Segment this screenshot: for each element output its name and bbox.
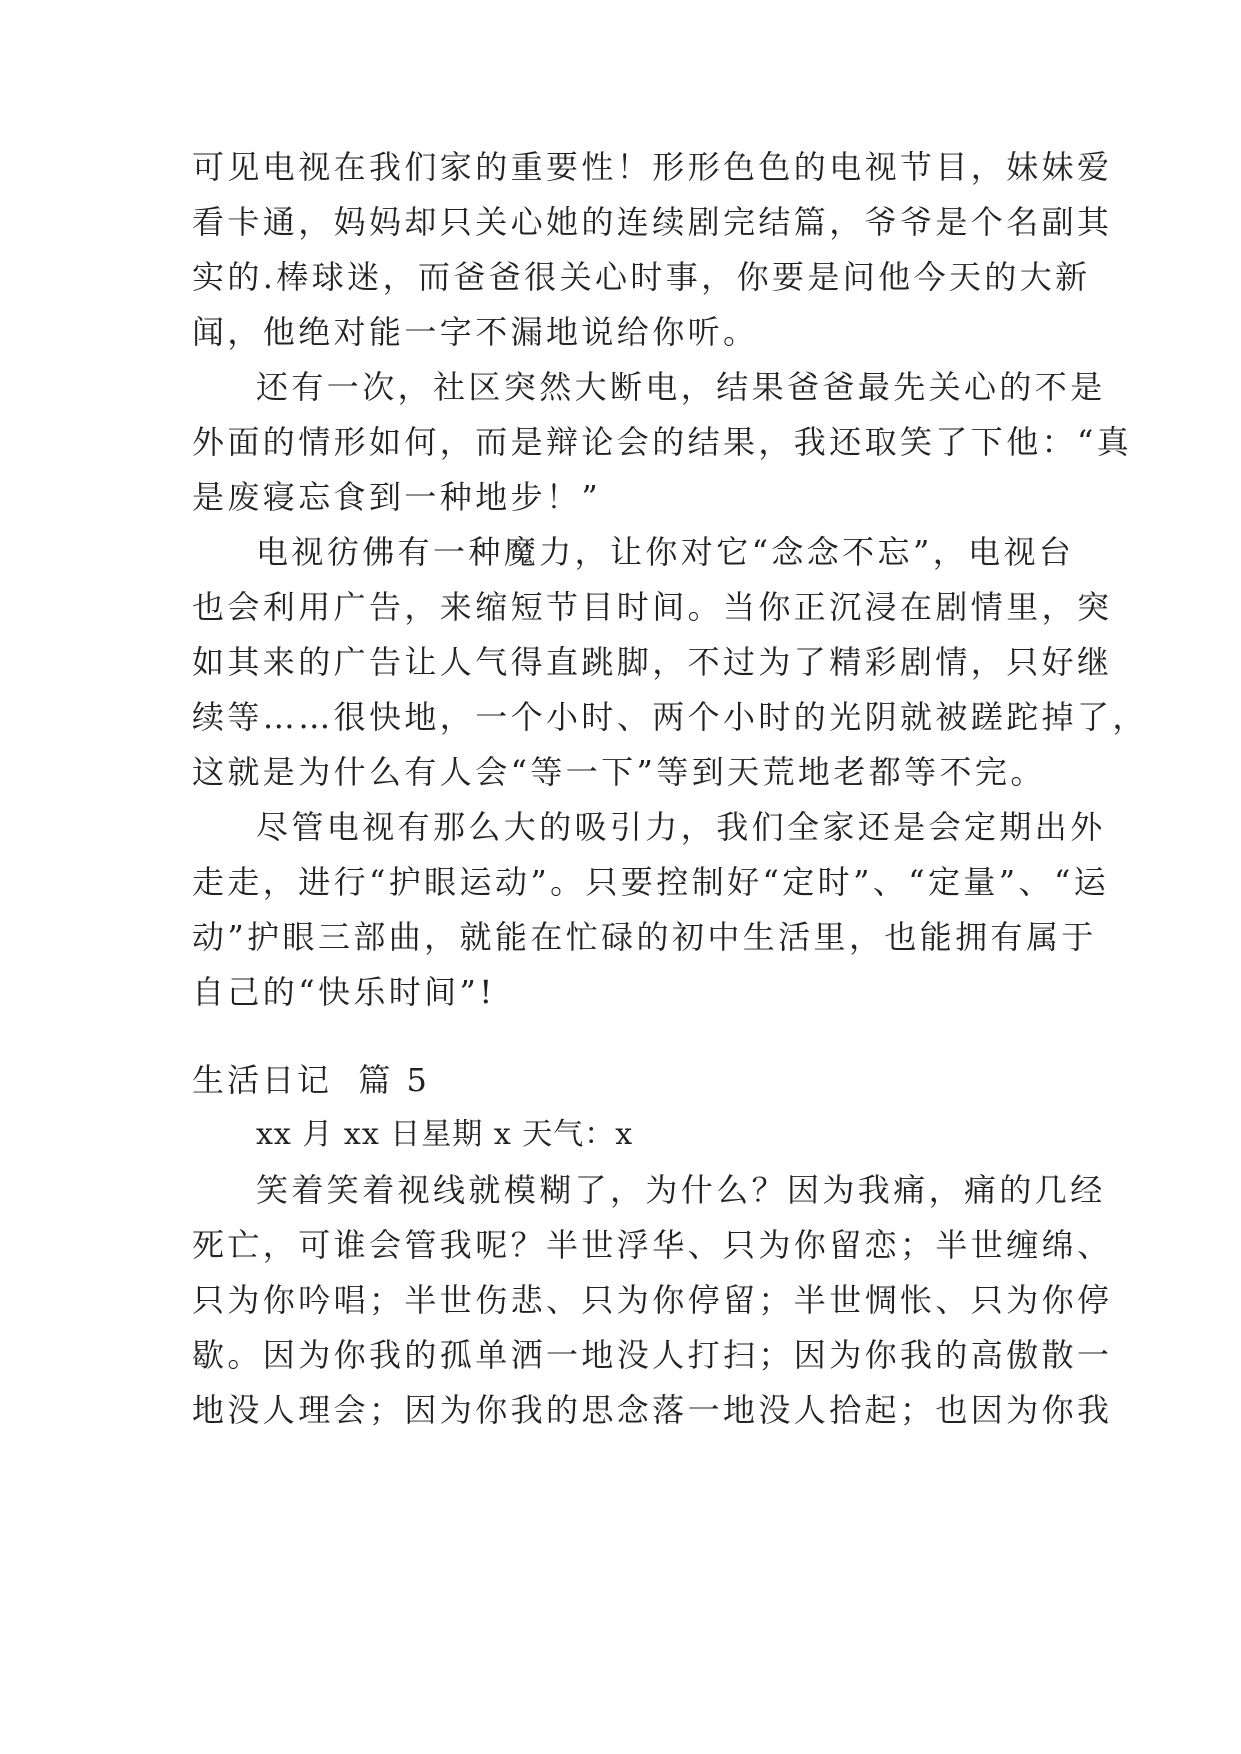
text-line: 死亡，可谁会管我呢？半世浮华、只为你留恋；半世缠绵、	[192, 1226, 1113, 1264]
text-line: 续等……很快地，一个小时、两个小时的光阴就被蹉跎掉了，	[192, 698, 1148, 736]
text-line: 地没人理会；因为你我的思念落一地没人拾起；也因为你我	[192, 1391, 1113, 1429]
text-line: 也会利用广告，来缩短节目时间。当你正沉浸在剧情里，突	[192, 588, 1113, 626]
text-line: 笑着笑着视线就模糊了，为什么？因为我痛，痛的几经	[256, 1171, 1106, 1209]
dateline: xx 月 xx 日星期 x 天气：x	[256, 1117, 634, 1152]
text-line: 自己的“快乐时间”!	[192, 973, 496, 1011]
text-line: 外面的情形如何，而是辩论会的结果，我还取笑了下他：“真	[192, 423, 1133, 461]
text-line: 走走，进行“护眼运动”。只要控制好“定时”、“定量”、“运	[192, 863, 1110, 901]
text-line: 看卡通，妈妈却只关心她的连续剧完结篇，爷爷是个名副其	[192, 203, 1113, 241]
text-line: 实的.棒球迷，而爸爸很关心时事，你要是问他今天的大新	[192, 258, 1091, 296]
text-line: 这就是为什么有人会“等一下”等到天荒地老都等不完。	[192, 753, 1046, 791]
text-line: 还有一次，社区突然大断电，结果爸爸最先关心的不是	[256, 368, 1106, 406]
text-line: 如其来的广告让人气得直跳脚，不过为了精彩剧情，只好继	[192, 643, 1113, 681]
text-line: 电视彷佛有一种魔力，让你对它“念念不忘”，电视台	[256, 533, 1075, 571]
text-line: 歇。因为你我的孤单洒一地没人打扫；因为你我的高傲散一	[192, 1336, 1113, 1374]
text-line: 闻，他绝对能一字不漏地说给你听。	[192, 313, 759, 351]
text-line: 可见电视在我们家的重要性！形形色色的电视节目，妹妹爱	[192, 148, 1113, 186]
text-line: 只为你吟唱；半世伤悲、只为你停留；半世惆怅、只为你停	[192, 1281, 1113, 1319]
text-line: 动”护眼三部曲，就能在忙碌的初中生活里，也能拥有属于	[192, 918, 1097, 956]
text-line: 尽管电视有那么大的吸引力，我们全家还是会定期出外	[256, 808, 1106, 846]
text-line: 是废寝忘食到一种地步！”	[192, 478, 602, 516]
section-title: 生活日记 篇 5	[192, 1061, 430, 1099]
